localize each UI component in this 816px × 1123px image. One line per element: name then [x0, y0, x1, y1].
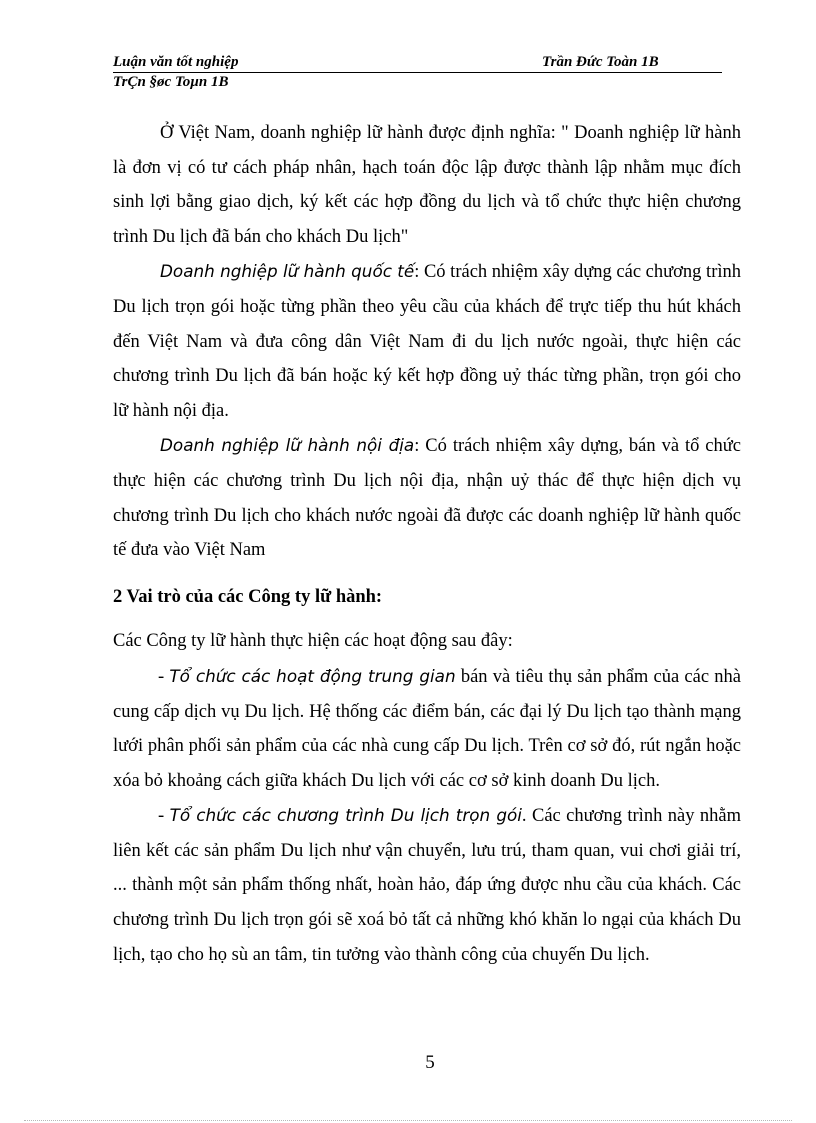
- page-bottom-divider: [24, 1120, 792, 1121]
- term-international-enterprise: Doanh nghiệp lữ hành quốc tế: [160, 261, 415, 282]
- text-domestic-enterprise: : Có trách nhiệm xây dựng, bán và tổ chức thực hiện các chương trình Du lịch nội địa, nhận uỷ thác để thực hiện dịch vụ chương trình Du lịch cho khách nước ngoài đã được các doanh nghiệp lữ hành quốc tế đưa vào Việt Nam: [113, 436, 741, 561]
- text-international-enterprise: : Có trách nhiệm xây dựng các chương trình Du lịch trọn gói hoặc từng phần theo yêu cầu của khách để trực tiếp thu hút khách đến Việt Nam và đưa công dân Việt Nam đi du lịch nước ngoài, thực hiện các chương trình Du lịch đã bán hoặc ký kết hợp đồng uỷ thác từng phần, trọn gói cho lữ hành nội địa.: [113, 262, 742, 421]
- text-package-tours: . Các chương trình này nhằm liên kết các sản phẩm Du lịch như vận chuyển, lưu trú, tham quan, vui chơi giải trí, ... thành một sản phẩm thống nhất, hoàn hảo, đáp ứng được nhu cầu của khách. Các chương trình Du lịch trọn gói sẽ xoá bỏ tất cả những khó khăn lo ngại của khách Du lịch, tạo cho họ sù an tâm, tin tưởng vào thành công của chuyến Du lịch.: [113, 806, 742, 965]
- paragraph-lead: Các Công ty lữ hành thực hiện các hoạt động sau đây:: [113, 631, 513, 652]
- paragraph-domestic-enterprise: [113, 428, 741, 567]
- header-left-title: Luận văn tốt nghiệp: [113, 54, 239, 70]
- paragraph-bullet-package-tours: [113, 798, 741, 972]
- term-intermediary: Tổ chức các hoạt động trung gian: [169, 665, 456, 686]
- paragraph-bullet-intermediary: [113, 659, 741, 798]
- paragraph-international-enterprise: [113, 254, 741, 428]
- page-number: 5: [425, 1052, 435, 1073]
- bullet-dash: -: [158, 806, 170, 827]
- term-package-tours: Tổ chức các chương trình Du lịch trọn gói: [169, 805, 522, 826]
- text-intermediary: bán và tiêu thụ sản phẩm của các nhà cung cấp dịch vụ Du lịch. Hệ thống các điểm bán, các đại lý Du lịch tạo thành mạng lưới phân phối sản phẩm của các nhà cung cấp Du lịch. Trên cơ sở đó, rút ngắn hoặc xóa bỏ khoảng cách giữa khách Du lịch với các cơ sở kinh doanh Du lịch.: [113, 666, 741, 791]
- paragraph-definition: Ở Việt Nam, doanh nghiệp lữ hành được định nghĩa: " Doanh nghiệp lữ hành là đơn vị có tư cách pháp nhân, hạch toán độc lập được thành lập nhằm mục đích sinh lợi bằng giao dịch, ký kết các hợp đồng du lịch và tổ chức thực hiện chương trình Du lịch đã bán cho khách Du lịch": [113, 123, 741, 247]
- term-domestic-enterprise: Doanh nghiệp lữ hành nội địa: [160, 435, 415, 456]
- header-sub-author: TrÇn §øc Toµn 1B: [113, 74, 229, 90]
- bullet-dash: -: [158, 666, 170, 687]
- page-header: [113, 52, 722, 73]
- header-right-author: Trần Đức Toàn 1B: [542, 54, 659, 70]
- section-heading: 2 Vai trò của các Công ty lữ hành:: [113, 586, 383, 607]
- document-body: [113, 116, 741, 972]
